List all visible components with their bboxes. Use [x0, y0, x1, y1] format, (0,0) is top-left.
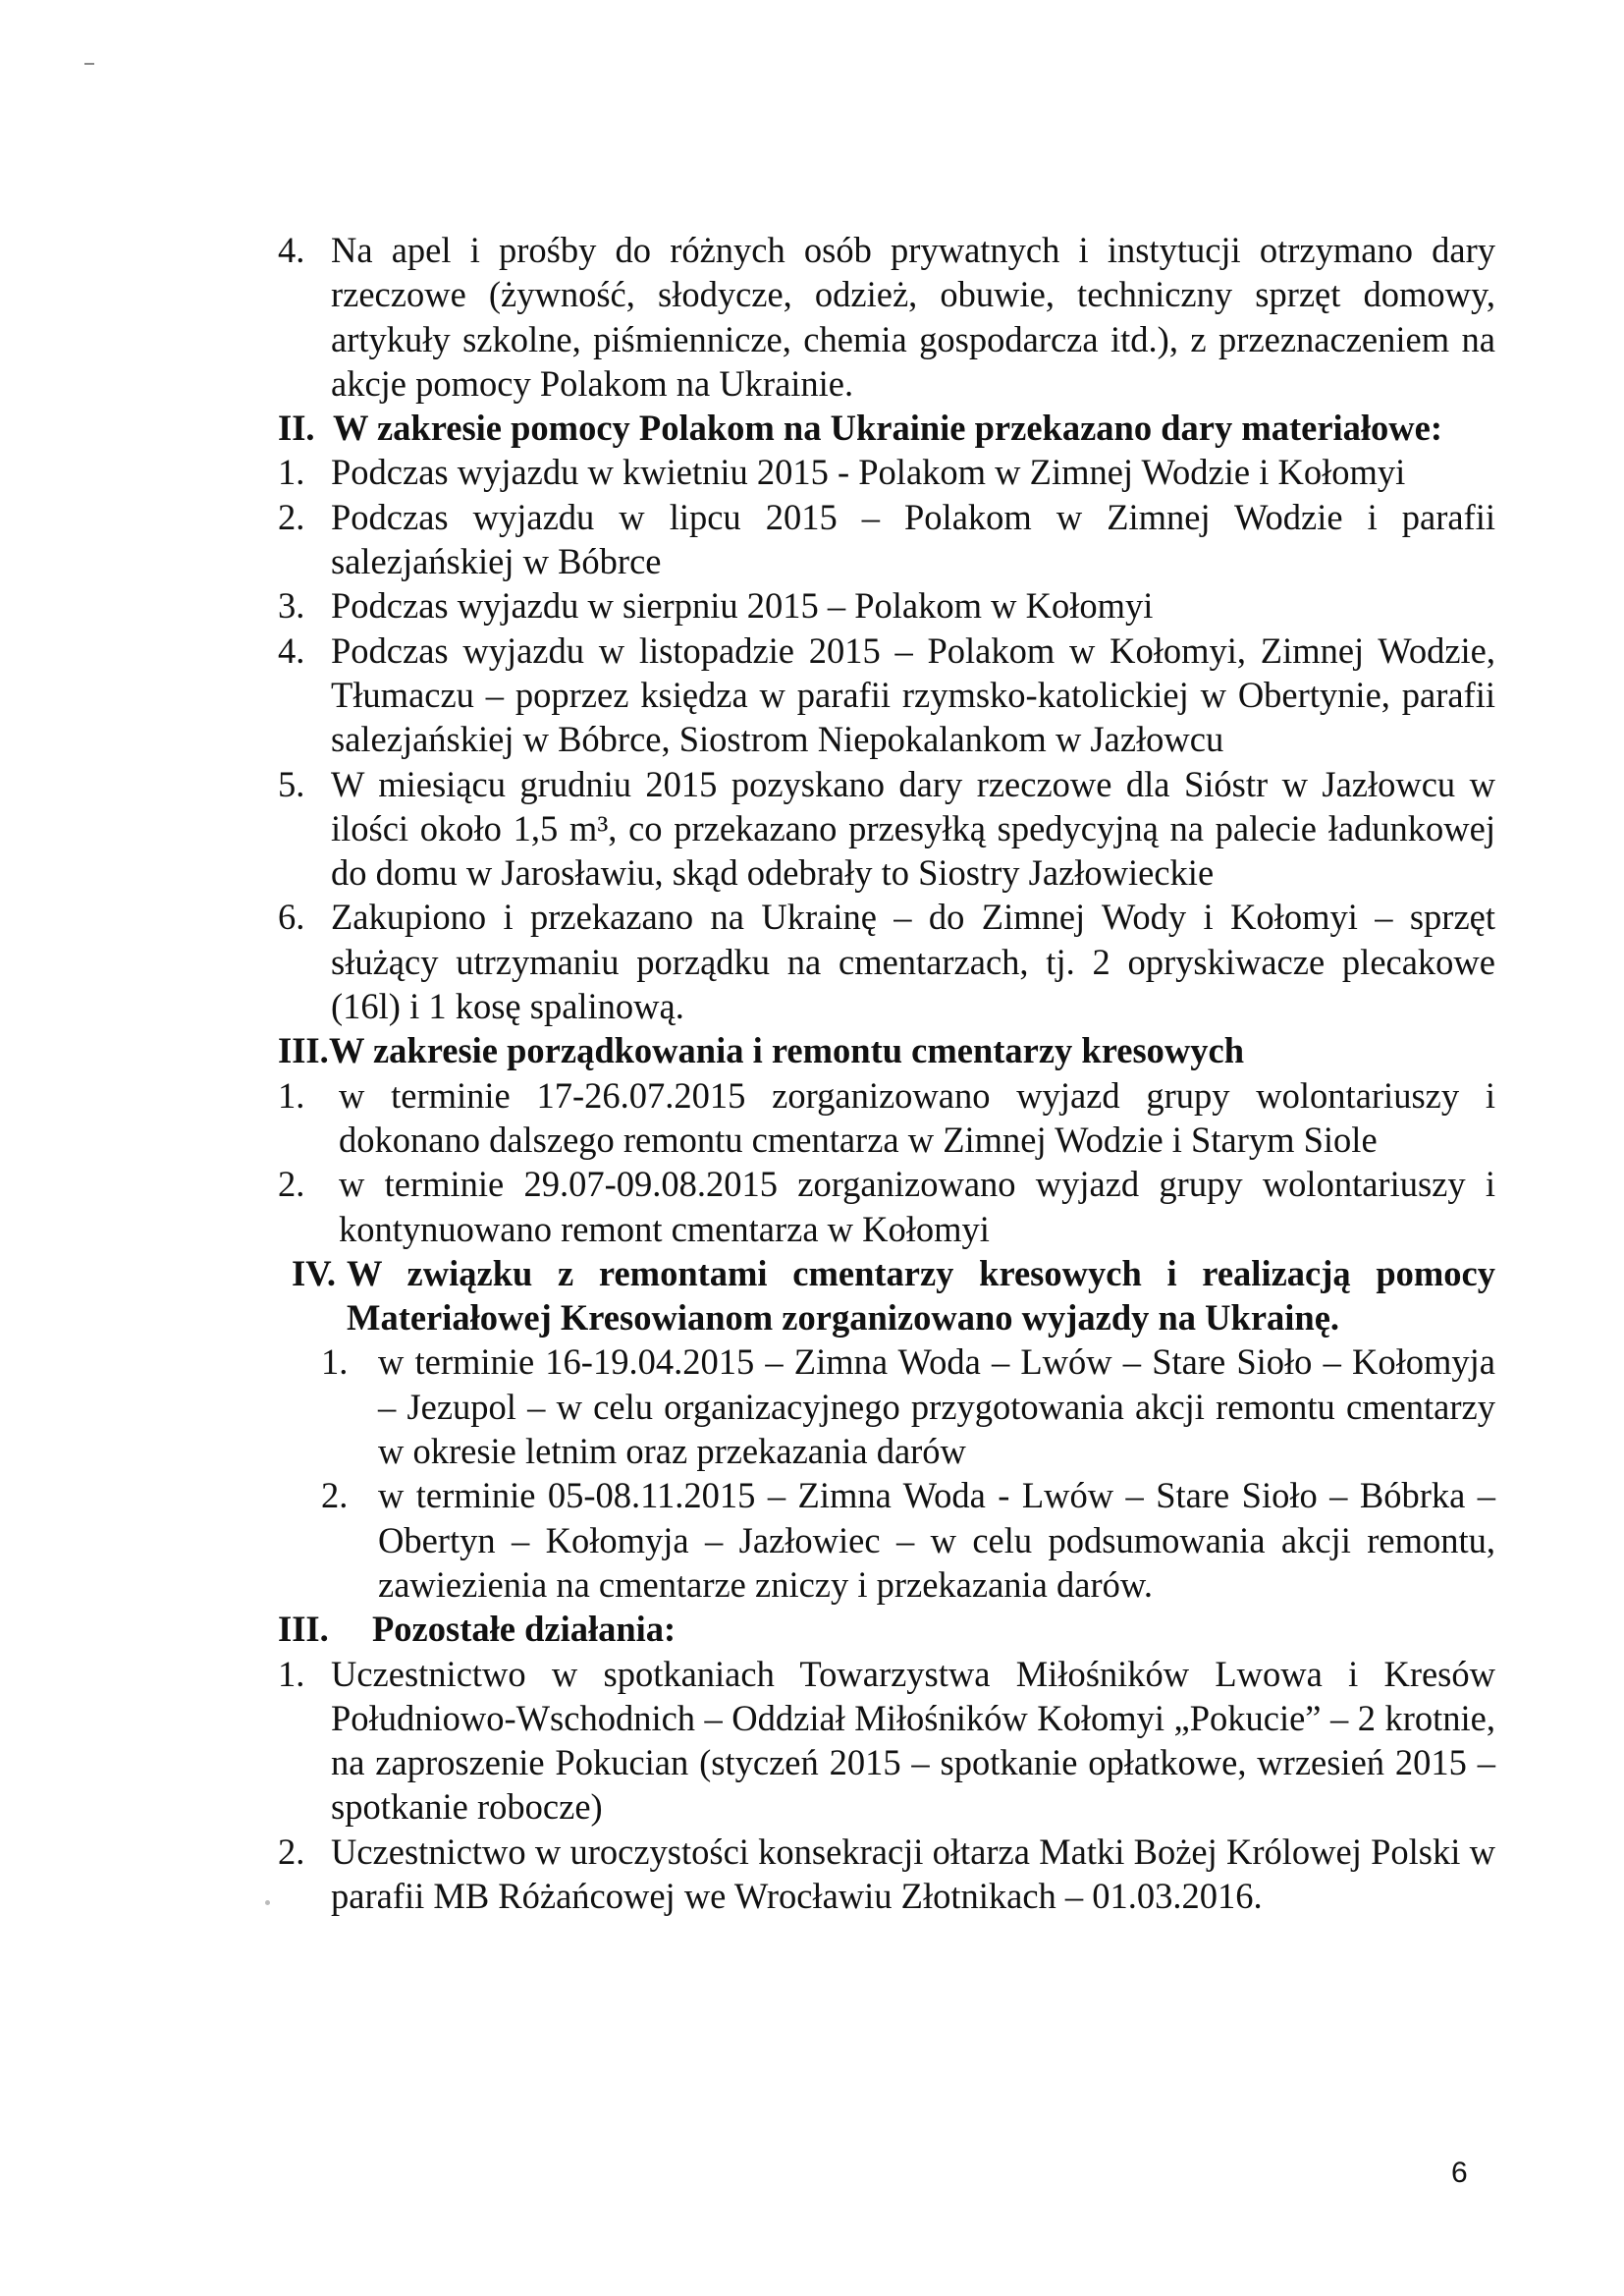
section-title: W zakresie porządkowania i remontu cmentarzy kresowych — [329, 1030, 1245, 1071]
item-number: 1. — [278, 1653, 305, 1694]
list-item — [278, 1652, 1495, 1830]
list-item — [278, 895, 1495, 1028]
list-item — [278, 450, 1495, 494]
section-heading — [278, 1028, 1495, 1072]
page-number: 6 — [1451, 2157, 1468, 2189]
item-text: w terminie 17-26.07.2015 zorganizowano wyjazd grupy wolontariuszy i dokonano dalszego remontu cmentarza w Zimnej Wodzie i Starym Siole — [339, 1074, 1495, 1160]
list-item — [278, 629, 1495, 762]
item-number: 1. — [278, 452, 305, 493]
section-heading — [278, 1251, 1495, 1340]
item-number: 1. — [321, 1341, 349, 1383]
list-item — [278, 762, 1495, 896]
list-item — [278, 1473, 1495, 1607]
list-item — [278, 1339, 1495, 1473]
item-text: W miesiącu grudniu 2015 pozyskano dary rzeczowe dla Sióstr w Jazłowcu w ilości około 1,5 m³, co przekazano przesyłką spedycyjną na palecie ładunkowej do domu w Jarosławiu, skąd odebrały to Siostry Jazłowieckie — [331, 763, 1495, 894]
item-text: Uczestnictwo w spotkaniach Towarzystwa Miłośników Lwowa i Kresów Południowo-Wschodnich – Oddział Miłośników Kołomyi „Pokucie” – 2 krotnie, na zaproszenie Pokucian (styczeń 2015 – spotkanie opłatkowe, wrzesień 2015 – spotkanie robocze) — [331, 1653, 1495, 1828]
item-text: w terminie 16-19.04.2015 – Zimna Woda – Lwów – Stare Sioło – Kołomyja – Jezupol – w celu organizacyjnego przygotowania akcji remontu cmentarzy w okresie letnim oraz przekazania darów — [378, 1341, 1495, 1472]
item-number: 2. — [278, 1164, 305, 1205]
item-number: 4. — [278, 629, 305, 671]
item-text: Podczas wyjazdu w kwietniu 2015 - Polakom w Zimnej Wodzie i Kołomyi — [331, 452, 1406, 493]
section-heading — [278, 406, 1495, 450]
item-text: Podczas wyjazdu w listopadzie 2015 – Polakom w Kołomyi, Zimnej Wodzie, Tłumaczu – poprzez księdza w parafii rzymsko-katolickiej w Obertynie, parafii salezjańskiej w Bóbrce, Siostrom Niepokalankom w Jazłowcu — [331, 629, 1495, 760]
section-title: Pozostałe działania: — [372, 1609, 677, 1650]
list-item — [278, 1073, 1495, 1163]
document-body — [278, 228, 1495, 1918]
item-number: 3. — [278, 585, 305, 627]
item-text: w terminie 05-08.11.2015 – Zimna Woda - Lwów – Stare Sioło – Bóbrka – Obertyn – Kołomyja – Jazłowiec – w celu podsumowania akcji remontu, zawiezienia na cmentarze zniczy i przekazania darów. — [378, 1475, 1495, 1605]
section-heading — [278, 1607, 1495, 1651]
list-item — [278, 1830, 1495, 1919]
section-title: W związku z remontami cmentarzy kresowych i realizacją pomocy Materiałowej Kresowianom zorganizowano wyjazdy na Ukrainę. — [347, 1252, 1495, 1339]
item-number: 2. — [321, 1475, 349, 1516]
scan-mark — [84, 63, 94, 65]
item-number: 2. — [278, 1831, 305, 1872]
item-text: Podczas wyjazdu w lipcu 2015 – Polakom w Zimnej Wodzie i parafii salezjańskiej w Bóbrce — [331, 496, 1495, 582]
section-title: W zakresie pomocy Polakom na Ukrainie przekazano dary materiałowe: — [333, 408, 1443, 449]
item-text: w terminie 29.07-09.08.2015 zorganizowano wyjazd grupy wolontariuszy i kontynuowano remont cmentarza w Kołomyi — [339, 1164, 1495, 1249]
section-number: IV. — [292, 1252, 336, 1293]
scan-speck — [265, 1900, 270, 1905]
list-item — [278, 228, 1495, 406]
item-text: Podczas wyjazdu w sierpniu 2015 – Polakom w Kołomyi — [331, 585, 1154, 627]
item-number: 1. — [278, 1074, 305, 1116]
section-number: II. — [278, 408, 315, 449]
item-number: 4. — [278, 230, 305, 270]
list-item — [278, 495, 1495, 584]
section-number: III. — [278, 1609, 329, 1650]
item-text: Uczestnictwo w uroczystości konsekracji ołtarza Matki Bożej Królowej Polski w parafii MB Różańcowej we Wrocławiu Złotnikach – 01.03.2016. — [331, 1831, 1495, 1916]
list-item — [278, 1162, 1495, 1251]
item-number: 2. — [278, 496, 305, 537]
section-number: III. — [278, 1030, 329, 1071]
item-number: 6. — [278, 897, 305, 938]
item-number: 5. — [278, 763, 305, 804]
list-item — [278, 583, 1495, 628]
item-text: Na apel i prośby do różnych osób prywatnych i instytucji otrzymano dary rzeczowe (żywność, słodycze, odzież, obuwie, techniczny sprzęt domowy, artykuły szkolne, piśmiennicze, chemia gospodarcza itd.), z przeznaczeniem na akcje pomocy Polakom na Ukrainie. — [331, 230, 1495, 404]
item-text: Zakupiono i przekazano na Ukrainę – do Zimnej Wody i Kołomyi – sprzęt służący utrzymaniu porządku na cmentarzach, tj. 2 opryskiwacze plecakowe (16l) i 1 kosę spalinową. — [331, 897, 1495, 1027]
